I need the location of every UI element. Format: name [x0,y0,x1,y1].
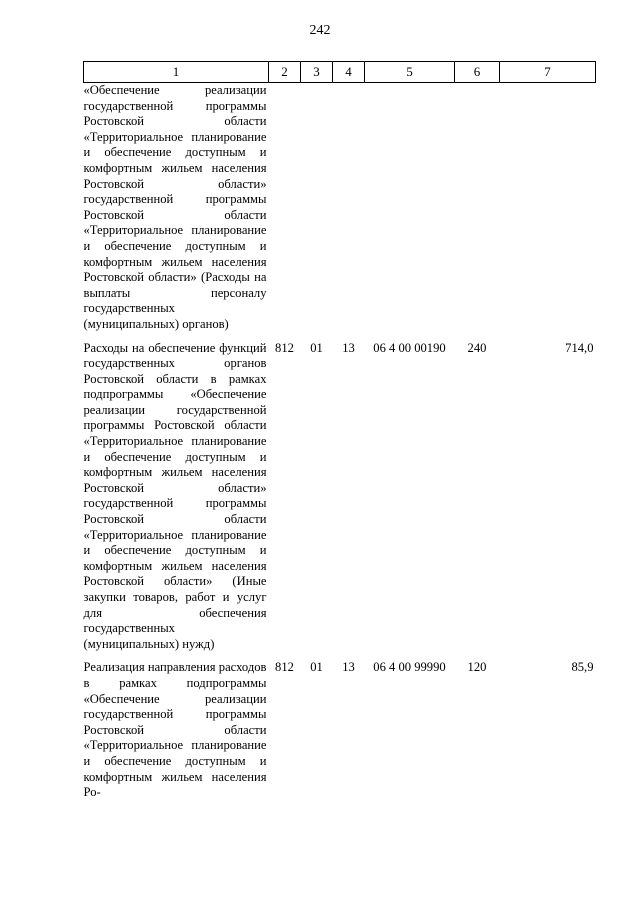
table-row [84,341,596,653]
row-section [301,83,333,333]
row-description [84,341,269,653]
row-subsection: 13 [342,660,355,675]
row-subsection: 13 [342,340,355,355]
row-target-article: 06 4 00 99990 [373,660,446,675]
header-col-1: 1 [84,62,269,83]
table-row [84,660,596,800]
row-expense-type [455,83,500,333]
header-col-3: 3 [301,62,333,83]
table-row [84,83,596,333]
row-amount: 85,9 [571,660,594,675]
row-description [84,660,269,800]
header-col-2: 2 [269,62,301,83]
table-body [84,83,596,801]
header-col-7: 7 [500,62,596,83]
page-number: 242 [309,23,331,38]
header-col-6: 6 [455,62,500,83]
table-header [84,62,596,83]
row-amount: 714,0 [565,340,594,355]
header-row [84,62,596,83]
header-col-5: 5 [365,62,455,83]
row-ministry: 812 [275,660,294,675]
row-ministry [269,83,301,333]
row-expense-type: 240 [467,340,487,355]
row-subsection [333,83,365,333]
row-description-text: Реализация направления расходов в рамках подпрограммы «Обеспечение реализации государственной программы Ростовской области «Территориальное планирование и обеспечение доступным и комфортным жильем населения Ро- [83,660,267,800]
row-description [84,83,269,333]
row-description-text: «Обеспечение реализации государственной программы Ростовской области «Территориальное планирование и обеспечение доступным и комфортным жильем населения Ростовской области» государственной программы Ростовской области «Территориальное планирование и обеспечение доступным и комфортным жильем населения Ростовской области» (Расходы на выплаты персоналу государственных (муниципальных) органов) [83,83,267,331]
row-section: 01 [310,340,323,355]
row-gap [84,652,596,660]
row-gap [84,333,596,341]
row-description-text: Расходы на обеспечение функций государственных органов Ростовской области в рамках подпрограммы «Обеспечение реализации государственной программы Ростовской области «Территориальное планирование и обеспечение доступным и комфортным жильем населения Ростовской области» государственной программы Ростовской области «Территориальное планирование и обеспечение доступным и комфортным жильем населения Ростовской области» (Иные закупки товаров, работ и услуг для обеспечения государственных (муниципальных) нужд) [83,340,267,651]
row-expense-type: 120 [467,660,487,675]
budget-table [83,61,596,801]
header-col-4: 4 [333,62,365,83]
row-ministry: 812 [275,340,294,355]
row-amount [500,83,596,333]
row-target-article: 06 4 00 00190 [373,340,446,355]
row-target-article [365,83,455,333]
row-section: 01 [310,660,323,675]
